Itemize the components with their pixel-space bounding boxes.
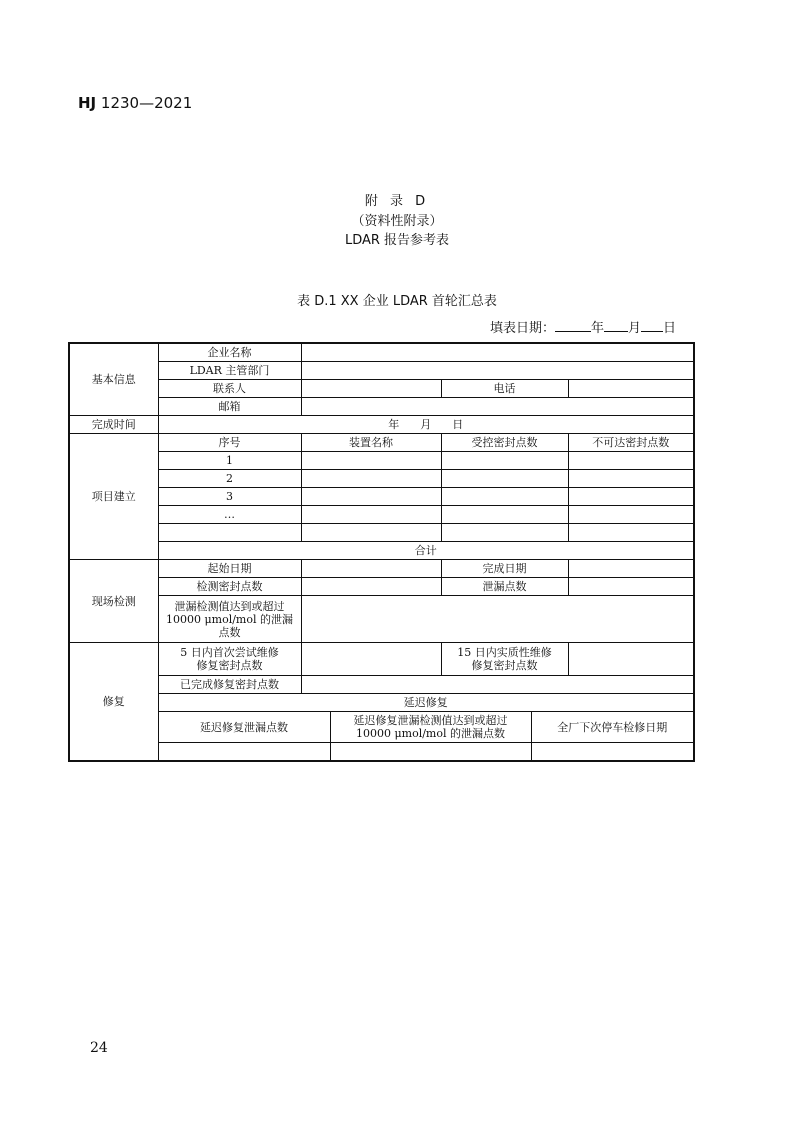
cell-controlled-points[interactable]	[441, 488, 568, 506]
value-email[interactable]	[301, 398, 694, 416]
row-serial: 2	[158, 470, 301, 488]
fill-date: 填表日期： 年 月 日	[489, 321, 676, 336]
cell-controlled-points[interactable]	[441, 506, 568, 524]
label-leak-points: 泄漏点数	[441, 578, 568, 596]
cell-unit-name[interactable]	[301, 488, 441, 506]
value-contact[interactable]	[301, 380, 441, 398]
value-substantial-repair[interactable]	[568, 643, 694, 676]
header-inaccessible-points: 不可达密封点数	[568, 434, 694, 452]
group-repair: 修复	[69, 643, 158, 762]
value-phone[interactable]	[568, 380, 694, 398]
ldar-summary-table	[68, 342, 695, 762]
value-next-shutdown[interactable]	[531, 743, 694, 762]
row-serial: …	[158, 506, 301, 524]
value-delayed-leaks[interactable]	[158, 743, 330, 762]
header-unit-name: 装置名称	[301, 434, 441, 452]
value-start-date[interactable]	[301, 560, 441, 578]
cell-unit-name[interactable]	[301, 470, 441, 488]
label-phone: 电话	[441, 380, 568, 398]
value-checked-points[interactable]	[301, 578, 441, 596]
cell-inaccessible-points[interactable]	[568, 506, 694, 524]
cell-unit-name[interactable]	[301, 524, 441, 542]
value-first-attempt[interactable]	[301, 643, 441, 676]
row-serial	[158, 524, 301, 542]
row-total: 合计	[158, 542, 694, 560]
label-over-threshold: 泄漏检测值达到或超过 10000 μmol/mol 的泄漏 点数	[158, 596, 301, 643]
page-number: 24	[90, 1040, 108, 1056]
cell-controlled-points[interactable]	[441, 524, 568, 542]
header-next-shutdown: 全厂下次停车检修日期	[531, 712, 694, 743]
table-caption: 表 D.1 XX 企业 LDAR 首轮汇总表	[297, 294, 497, 309]
label-finish-date: 完成日期	[441, 560, 568, 578]
cell-inaccessible-points[interactable]	[568, 524, 694, 542]
appendix-subtitle: （资料性附录）	[351, 214, 443, 229]
label-dept: LDAR 主管部门	[158, 362, 301, 380]
header-controlled-points: 受控密封点数	[441, 434, 568, 452]
label-first-attempt: 5 日内首次尝试维修 修复密封点数	[158, 643, 301, 676]
cell-unit-name[interactable]	[301, 452, 441, 470]
group-field-inspection: 现场检测	[69, 560, 158, 643]
label-contact: 联系人	[158, 380, 301, 398]
label-email: 邮箱	[158, 398, 301, 416]
row-serial: 3	[158, 488, 301, 506]
value-company[interactable]	[301, 343, 694, 362]
cell-inaccessible-points[interactable]	[568, 470, 694, 488]
value-completion-date[interactable]: 年 月 日	[158, 416, 694, 434]
appendix-name: LDAR 报告参考表	[344, 233, 450, 248]
label-start-date: 起始日期	[158, 560, 301, 578]
value-finish-date[interactable]	[568, 560, 694, 578]
value-dept[interactable]	[301, 362, 694, 380]
label-company: 企业名称	[158, 343, 301, 362]
label-repaired-points: 已完成修复密封点数	[158, 676, 301, 694]
cell-unit-name[interactable]	[301, 506, 441, 524]
standard-code: HJ 1230—2021	[78, 94, 193, 112]
label-completion: 完成时间	[69, 416, 158, 434]
group-project: 项目建立	[69, 434, 158, 560]
header-delayed-leaks: 延迟修复泄漏点数	[158, 712, 330, 743]
row-serial: 1	[158, 452, 301, 470]
appendix-title: 附 录 D	[364, 194, 430, 209]
label-substantial-repair: 15 日内实质性维修 修复密封点数	[441, 643, 568, 676]
header-delayed-over-threshold: 延迟修复泄漏检测值达到或超过 10000 μmol/mol 的泄漏点数	[330, 712, 531, 743]
cell-controlled-points[interactable]	[441, 452, 568, 470]
value-repaired-points[interactable]	[301, 676, 694, 694]
value-leak-points[interactable]	[568, 578, 694, 596]
header-serial: 序号	[158, 434, 301, 452]
cell-inaccessible-points[interactable]	[568, 452, 694, 470]
group-basic-info: 基本信息	[69, 343, 158, 416]
label-delayed-repair: 延迟修复	[158, 694, 694, 712]
cell-controlled-points[interactable]	[441, 470, 568, 488]
cell-inaccessible-points[interactable]	[568, 488, 694, 506]
value-over-threshold[interactable]	[301, 596, 694, 643]
label-checked-points: 检测密封点数	[158, 578, 301, 596]
value-delayed-over-threshold[interactable]	[330, 743, 531, 762]
